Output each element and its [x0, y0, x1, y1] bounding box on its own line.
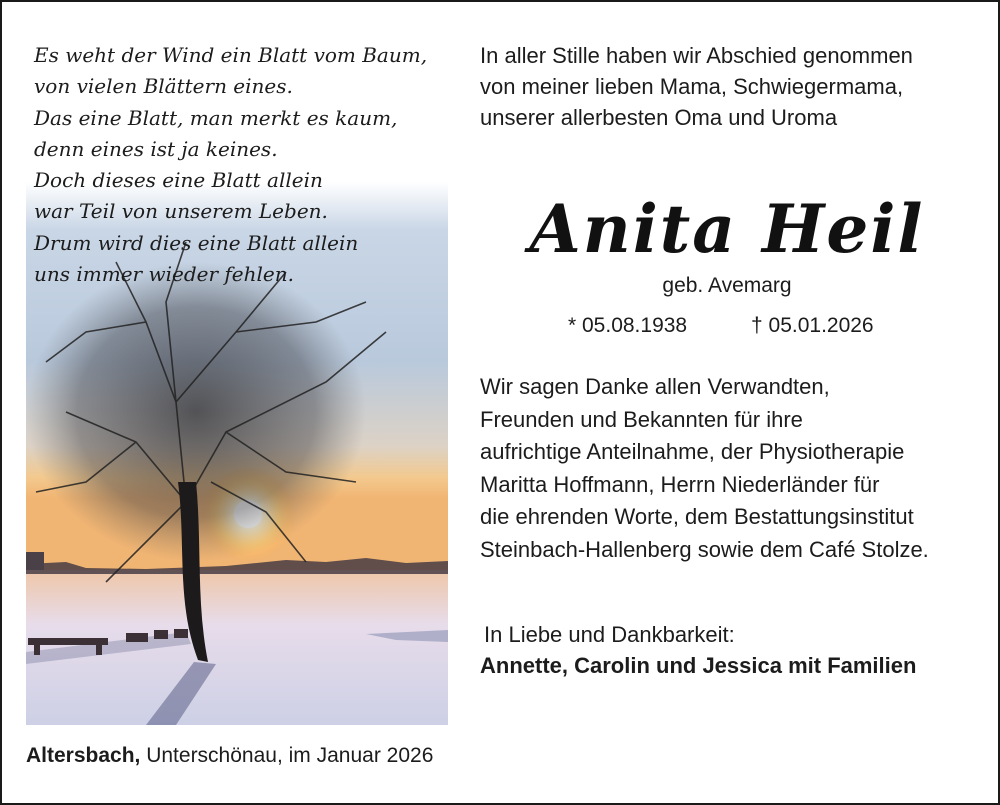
family-signature: Annette, Carolin und Jessica mit Familien — [480, 653, 917, 678]
birth-date: * 05.08.1938 — [568, 314, 688, 337]
poem-line: Das eine Blatt, man merkt es kaum, — [34, 105, 398, 130]
maiden-name: geb. Avemarg — [662, 274, 792, 297]
poem-line: denn eines ist ja keines. — [34, 136, 278, 161]
poem-line: Doch dieses eine Blatt allein — [34, 168, 323, 193]
thanks-line: Wir sagen Danke allen Verwandten, — [480, 374, 830, 399]
intro-line: von meiner lieben Mama, Schwiegermama, — [480, 74, 904, 99]
poem-line: von vielen Blättern eines. — [34, 74, 293, 99]
place-and-date — [26, 744, 466, 768]
farewell-intro — [480, 40, 980, 133]
thanks-line: die ehrenden Worte, dem Bestattungsinstitut — [480, 504, 914, 529]
death-date: † 05.01.2026 — [751, 314, 874, 337]
poem-line: Es weht der Wind ein Blatt vom Baum, — [34, 43, 428, 67]
thanks-line: Maritta Hoffmann, Herrn Niederländer für — [480, 471, 880, 497]
poem-line: Drum wird dies eine Blatt allein — [34, 230, 359, 255]
place-bold: Altersbach, — [26, 744, 141, 767]
poem — [34, 40, 454, 290]
thanks-line: Steinbach-Hallenberg sowie dem Café Stolze. — [480, 536, 929, 562]
deceased-name: Anita Heil — [529, 190, 925, 268]
thanks-line: Freunden und Bekannten für ihre — [480, 406, 803, 432]
place-rest: Unterschönau, im Januar 2026 — [140, 744, 434, 767]
closing-greeting: In Liebe und Dankbarkeit: — [484, 622, 735, 647]
thanks-line: aufrichtige Anteilnahme, der Physiotherapie — [480, 439, 905, 464]
thanks-text — [480, 371, 980, 566]
poem-line: war Teil von unserem Leben. — [34, 199, 328, 224]
intro-line: unserer allerbesten Oma und Uroma — [480, 105, 838, 130]
intro-line: In aller Stille haben wir Abschied genommen — [480, 43, 913, 68]
poem-line: uns immer wieder fehlen. — [34, 262, 294, 287]
